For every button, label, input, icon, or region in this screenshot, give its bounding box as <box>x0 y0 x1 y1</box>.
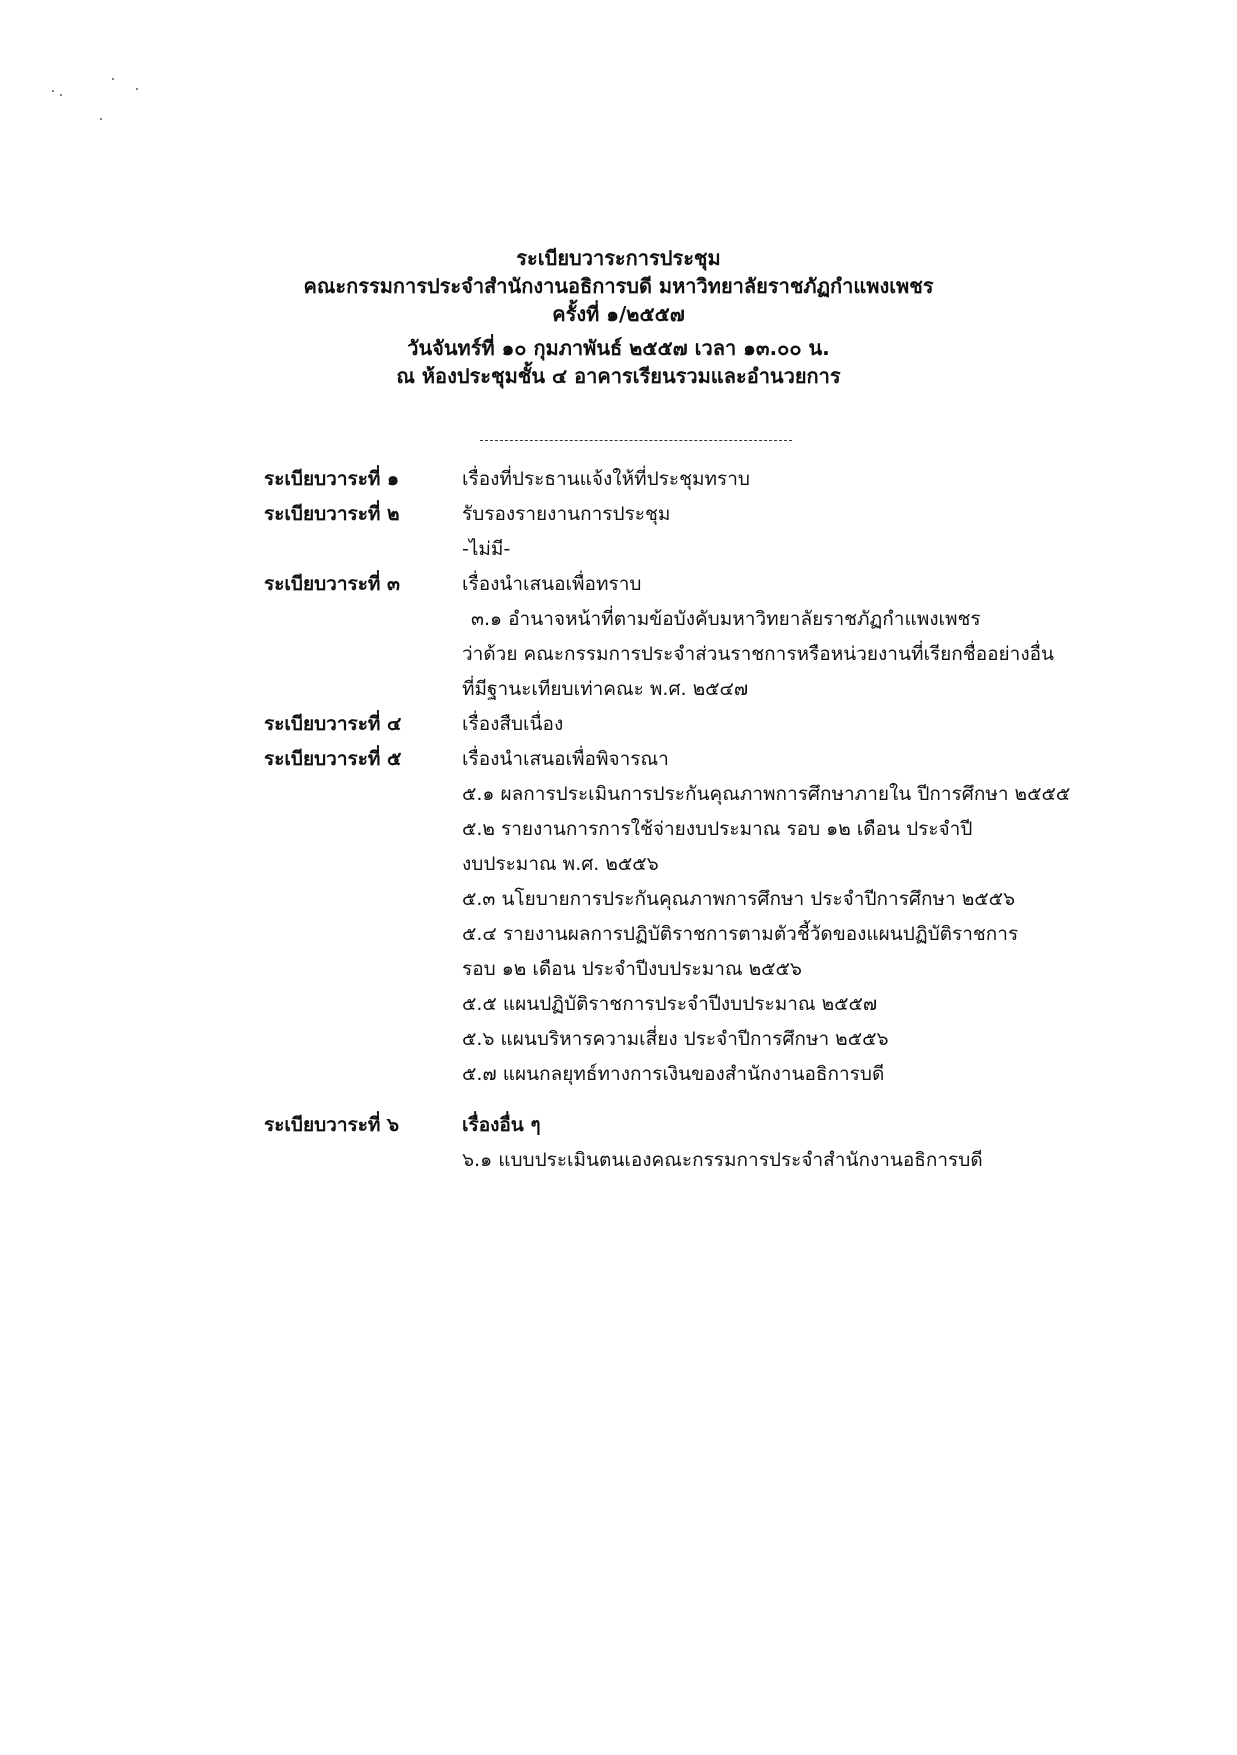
scan-speck <box>60 94 62 96</box>
agenda-item-2-note <box>264 532 1114 567</box>
document-header <box>0 244 1237 390</box>
agenda-label: ระเบียบวาระที่ ๒ <box>264 503 400 525</box>
agenda-item-5 <box>264 742 1114 777</box>
agenda-subitem-text: ๕.๔ รายงานผลการปฏิบัติราชการตามตัวชี้วัดของแผนปฏิบัติราชการ <box>462 923 1019 945</box>
agenda-item-2 <box>264 497 1114 532</box>
agenda-title: เรื่องนำเสนอเพื่อพิจารณา <box>462 748 669 770</box>
agenda-subitem-text: ๕.๖ แผนบริหารความเสี่ยง ประจำปีการศึกษา ๒๕๕๖ <box>462 1028 889 1050</box>
agenda-label: ระเบียบวาระที่ ๔ <box>264 713 402 735</box>
agenda-subitem <box>264 952 1114 987</box>
header-committee: คณะกรรมการประจำสำนักงานอธิการบดี มหาวิทยาลัยราชภัฏกำแพงเพชร <box>303 274 934 298</box>
agenda-subitem-text: งบประมาณ พ.ศ. ๒๕๕๖ <box>462 853 659 875</box>
agenda-title: รับรองรายงานการประชุม <box>462 503 671 525</box>
agenda-item-4 <box>264 707 1114 742</box>
agenda-subitem-text: ๕.๓ นโยบายการประกันคุณภาพการศึกษา ประจำปีการศึกษา ๒๕๕๖ <box>462 888 1016 910</box>
agenda-subitem <box>264 1057 1114 1092</box>
scan-specks <box>52 78 152 138</box>
agenda-item-3 <box>264 567 1114 602</box>
agenda-title: เรื่องนำเสนอเพื่อทราบ <box>462 573 642 595</box>
agenda-label: ระเบียบวาระที่ ๓ <box>264 573 401 595</box>
agenda-subitem <box>264 1022 1114 1057</box>
agenda-subitem <box>264 917 1114 952</box>
agenda-note: -ไม่มี- <box>462 538 511 560</box>
agenda-label: ระเบียบวาระที่ ๖ <box>264 1114 400 1136</box>
agenda-gap <box>264 1092 1114 1108</box>
agenda-title: เรื่องสืบเนื่อง <box>462 713 564 735</box>
agenda-subitem-text: ๖.๑ แบบประเมินตนเองคณะกรรมการประจำสำนักงานอธิการบดี <box>462 1149 983 1171</box>
agenda-subitem-text: ที่มีฐานะเทียบเท่าคณะ พ.ศ. ๒๕๔๗ <box>462 678 749 700</box>
agenda-list <box>264 462 1114 1178</box>
header-divider <box>480 440 792 441</box>
agenda-subitem <box>264 637 1114 672</box>
agenda-subitem-text: ๕.๕ แผนปฏิบัติราชการประจำปีงบประมาณ ๒๕๕๗ <box>462 993 878 1015</box>
agenda-subitem <box>264 812 1114 847</box>
scan-speck <box>136 88 138 90</box>
agenda-subitem-text: ๕.๒ รายงานการการใช้จ่ายงบประมาณ รอบ ๑๒ เดือน ประจำปี <box>462 818 973 840</box>
agenda-subitem <box>264 602 1114 637</box>
agenda-subitem <box>264 847 1114 882</box>
agenda-label: ระเบียบวาระที่ ๑ <box>264 468 400 490</box>
agenda-label: ระเบียบวาระที่ ๕ <box>264 748 402 770</box>
scan-speck <box>112 78 114 80</box>
header-datetime: วันจันทร์ที่ ๑๐ กุมภาพันธ์ ๒๕๕๗ เวลา ๑๓.๐๐ น. <box>407 336 830 360</box>
agenda-subitem-text: ๕.๑ ผลการประเมินการประกันคุณภาพการศึกษาภายใน ปีการศึกษา ๒๕๕๕ <box>462 783 1071 805</box>
scan-speck <box>52 90 54 92</box>
agenda-item-6 <box>264 1108 1114 1143</box>
scan-speck <box>100 118 102 120</box>
agenda-subitem <box>264 1143 1114 1178</box>
agenda-title: เรื่องอื่น ๆ <box>462 1114 541 1136</box>
header-location: ณ ห้องประชุมชั้น ๔ อาคารเรียนรวมและอำนวยการ <box>396 364 841 388</box>
agenda-subitem-text: รอบ ๑๒ เดือน ประจำปีงบประมาณ ๒๕๕๖ <box>462 958 802 980</box>
agenda-subitem-text: ๕.๗ แผนกลยุทธ์ทางการเงินของสำนักงานอธิการบดี <box>462 1063 885 1085</box>
agenda-title: เรื่องที่ประธานแจ้งให้ที่ประชุมทราบ <box>462 468 750 490</box>
agenda-subitem-text: ว่าด้วย คณะกรรมการประจำส่วนราชการหรือหน่วยงานที่เรียกชื่ออย่างอื่น <box>462 643 1054 665</box>
agenda-subitem <box>264 672 1114 707</box>
agenda-item-1 <box>264 462 1114 497</box>
header-title: ระเบียบวาระการประชุม <box>516 246 721 270</box>
agenda-subitem <box>264 987 1114 1022</box>
agenda-subitem <box>264 882 1114 917</box>
header-session: ครั้งที่ ๑/๒๕๕๗ <box>552 302 685 326</box>
agenda-subitem-text: ๓.๑ อำนาจหน้าที่ตามข้อบังคับมหาวิทยาลัยราชภัฏกำแพงเพชร <box>471 608 981 630</box>
agenda-subitem <box>264 777 1114 812</box>
